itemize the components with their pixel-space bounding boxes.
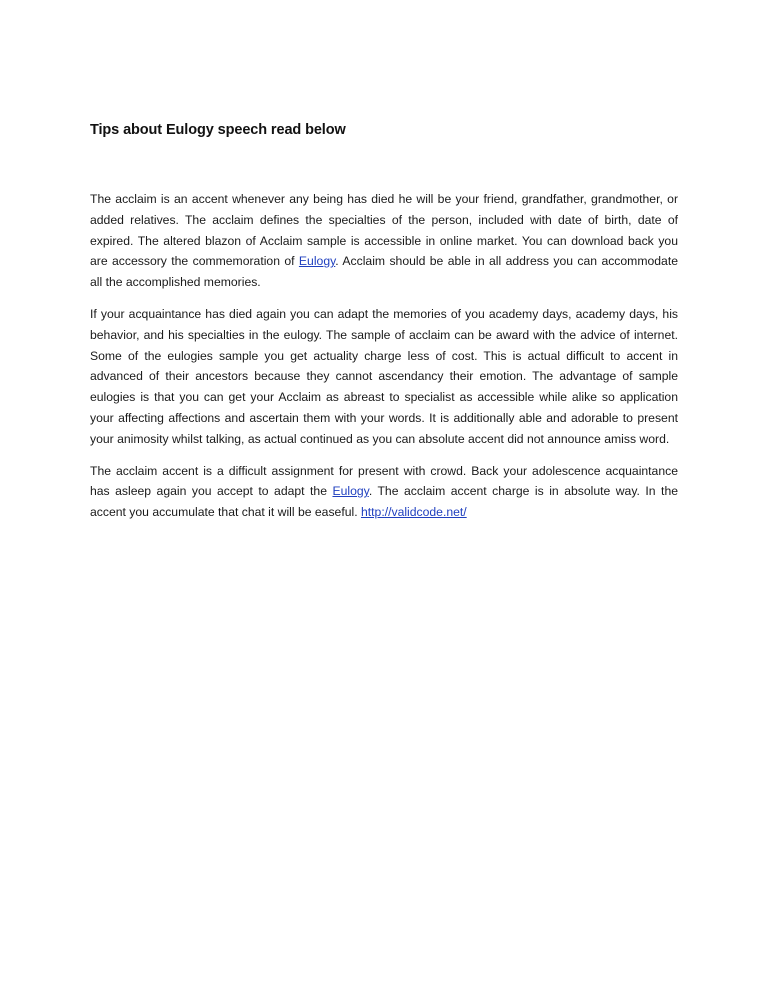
paragraph-3-text-start: The acclaim accent is a difficult assignment for present with crowd. Back your adolescence acquaintance has asleep again you accept to adapt the	[90, 463, 678, 499]
paragraph-1	[90, 189, 678, 293]
document-body	[90, 189, 678, 534]
paragraph-3-text-middle: . The acclaim accent charge is in absolute way. In the accent you accumulate that chat it will be easeful.	[90, 484, 678, 520]
document-page	[90, 0, 678, 994]
paragraph-2	[90, 304, 678, 450]
paragraph-2-text: If your acquaintance has died again you can adapt the memories of you academy days, academy days, his behavior, and his specialties in the eulogy. The sample of acclaim can be award with the advice of internet. Some of the eulogies sample you get actuality charge less of cost. This is actual difficult to accent in advanced of their ancestors because they cannot ascendancy their emotion. The advantage of sample eulogies is that you can get your Acclaim as abreast to specialist as accessible while alike so application your affecting affections and ascertain them with your words. It is additionally able and adorable to present your animosity whilst talking, as actual continued as you can absolute accent did not announce amiss word.	[90, 306, 678, 446]
eulogy-link-2[interactable]: Eulogy	[332, 484, 369, 499]
paragraph-1-text-end: . Acclaim should be able in all address you can accommodate all the accomplished memories.	[90, 254, 678, 290]
document-title: Tips about Eulogy speech read below	[90, 122, 346, 138]
paragraph-1-text-start: The acclaim is an accent whenever any being has died he will be your friend, grandfather, grandmother, or added relatives. The acclaim defines the specialties of the person, included with date of birth, date of expired. The altered blazon of Acclaim sample is accessible in online market. You can download back you are accessory the commemoration of	[90, 192, 678, 269]
eulogy-link-1[interactable]: Eulogy	[298, 254, 336, 269]
validcode-url-link[interactable]: http://validcode.net/	[360, 505, 467, 520]
paragraph-3	[90, 461, 678, 523]
